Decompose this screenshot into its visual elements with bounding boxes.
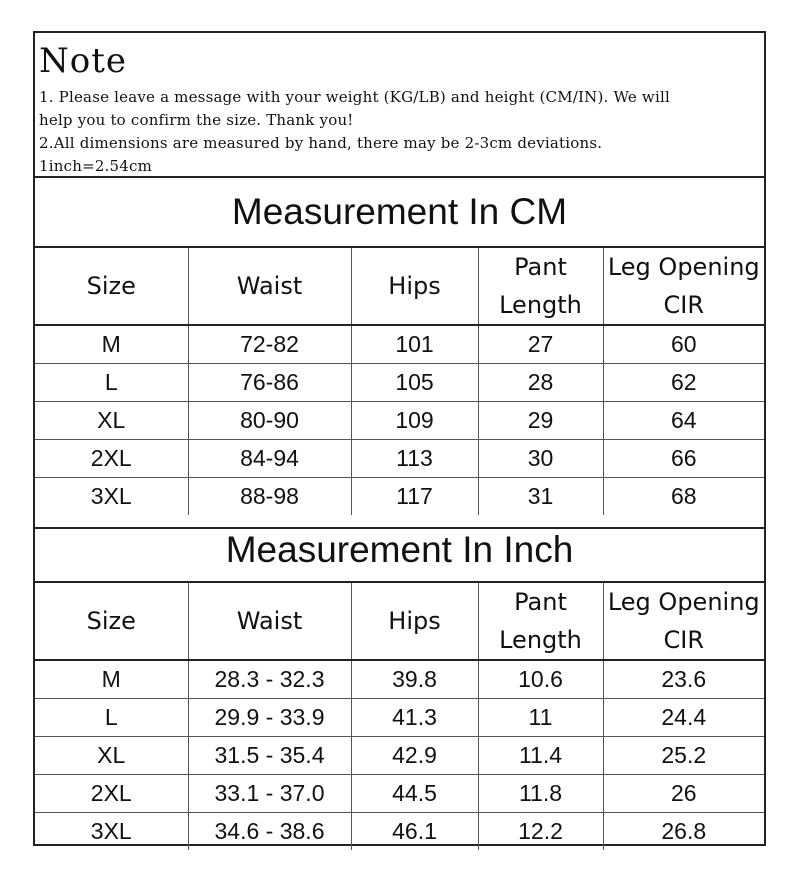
- inch-size-cell: XL: [35, 737, 188, 775]
- inch-waist-cell: 28.3 - 32.3: [188, 660, 351, 699]
- cm-hips-cell: 105: [351, 364, 478, 402]
- inch-pant-length-cell: 12.2: [478, 813, 603, 851]
- inch-size-cell: M: [35, 660, 188, 699]
- inch-size-cell: 2XL: [35, 775, 188, 813]
- inch-header-leg-opening-cir: [603, 582, 764, 660]
- cm-size-cell: L: [35, 364, 188, 402]
- inch-waist-cell: 34.6 - 38.6: [188, 813, 351, 851]
- cm-table-title: Measurement In CM: [231, 191, 568, 232]
- inch-header-cir: CIR: [663, 626, 704, 654]
- table-row: [35, 775, 764, 813]
- cm-table: [35, 246, 764, 515]
- inch-hips-cell: 42.9: [351, 737, 478, 775]
- inch-pant-length-cell: 11: [478, 699, 603, 737]
- cm-header-cir: CIR: [663, 291, 704, 319]
- cm-size-cell: M: [35, 325, 188, 364]
- cm-header-row: [35, 247, 764, 325]
- cm-header-pant: Pant: [514, 253, 567, 281]
- cm-header-leg-opening: Leg Opening: [607, 253, 760, 281]
- inch-leg-opening-cell: 23.6: [603, 660, 764, 699]
- cm-header-size: Size: [35, 247, 188, 325]
- table-row: [35, 660, 764, 699]
- inch-pant-length-cell: 10.6: [478, 660, 603, 699]
- table-row: [35, 402, 764, 440]
- inch-header-length: Length: [499, 626, 582, 654]
- table-row: [35, 440, 764, 478]
- cm-leg-opening-cell: 62: [603, 364, 764, 402]
- cm-waist-cell: 88-98: [188, 478, 351, 516]
- cm-leg-opening-cell: 66: [603, 440, 764, 478]
- cm-size-cell: XL: [35, 402, 188, 440]
- inch-waist-cell: 33.1 - 37.0: [188, 775, 351, 813]
- cm-leg-opening-cell: 68: [603, 478, 764, 516]
- cm-waist-cell: 76-86: [188, 364, 351, 402]
- cm-waist-cell: 80-90: [188, 402, 351, 440]
- cm-hips-cell: 117: [351, 478, 478, 516]
- cm-size-cell: 2XL: [35, 440, 188, 478]
- inch-hips-cell: 39.8: [351, 660, 478, 699]
- note-line-1: 1. Please leave a message with your weight (KG/LB) and height (CM/IN). We will: [39, 88, 670, 106]
- cm-leg-opening-cell: 60: [603, 325, 764, 364]
- inch-hips-cell: 41.3: [351, 699, 478, 737]
- cm-header-pant-length: [478, 247, 603, 325]
- inch-table-title: Measurement In Inch: [35, 527, 764, 571]
- cm-hips-cell: 109: [351, 402, 478, 440]
- cm-header-leg-opening-cir: [603, 247, 764, 325]
- cm-pant-length-cell: 28: [478, 364, 603, 402]
- inch-hips-cell: 44.5: [351, 775, 478, 813]
- cm-size-cell: 3XL: [35, 478, 188, 516]
- inch-header-waist: Waist: [188, 582, 351, 660]
- note-line-3: 2.All dimensions are measured by hand, there may be 2-3cm deviations.: [39, 134, 603, 152]
- cm-hips-cell: 113: [351, 440, 478, 478]
- inch-waist-cell: 31.5 - 35.4: [188, 737, 351, 775]
- inch-size-cell: 3XL: [35, 813, 188, 851]
- note-title: Note: [39, 41, 128, 81]
- inch-header-size: Size: [35, 582, 188, 660]
- inch-header-pant: Pant: [514, 588, 567, 616]
- cm-pant-length-cell: 31: [478, 478, 603, 516]
- cm-waist-cell: 84-94: [188, 440, 351, 478]
- table-row: [35, 699, 764, 737]
- note-line-4: 1inch=2.54cm: [39, 157, 153, 175]
- inch-waist-cell: 29.9 - 33.9: [188, 699, 351, 737]
- cm-hips-cell: 101: [351, 325, 478, 364]
- inch-header-hips: Hips: [351, 582, 478, 660]
- cm-pant-length-cell: 30: [478, 440, 603, 478]
- table-row: [35, 737, 764, 775]
- inch-pant-length-cell: 11.4: [478, 737, 603, 775]
- table-row: [35, 325, 764, 364]
- inch-pant-length-cell: 11.8: [478, 775, 603, 813]
- inch-header-row: [35, 582, 764, 660]
- cm-header-hips: Hips: [351, 247, 478, 325]
- inch-hips-cell: 46.1: [351, 813, 478, 851]
- inch-header-pant-length: [478, 582, 603, 660]
- table-row: [35, 364, 764, 402]
- cm-header-length: Length: [499, 291, 582, 319]
- inch-leg-opening-cell: 24.4: [603, 699, 764, 737]
- inch-size-cell: L: [35, 699, 188, 737]
- cm-leg-opening-cell: 64: [603, 402, 764, 440]
- inch-header-leg-opening: Leg Opening: [607, 588, 760, 616]
- inch-leg-opening-cell: 26.8: [603, 813, 764, 851]
- inch-table: [35, 581, 764, 850]
- note-section: [35, 33, 764, 178]
- inch-leg-opening-cell: 26: [603, 775, 764, 813]
- cm-waist-cell: 72-82: [188, 325, 351, 364]
- cm-pant-length-cell: 29: [478, 402, 603, 440]
- size-chart: [33, 31, 766, 846]
- cm-pant-length-cell: 27: [478, 325, 603, 364]
- table-row: [35, 813, 764, 851]
- inch-leg-opening-cell: 25.2: [603, 737, 764, 775]
- note-line-2: help you to confirm the size. Thank you!: [39, 111, 354, 129]
- cm-header-waist: Waist: [188, 247, 351, 325]
- table-row: [35, 478, 764, 516]
